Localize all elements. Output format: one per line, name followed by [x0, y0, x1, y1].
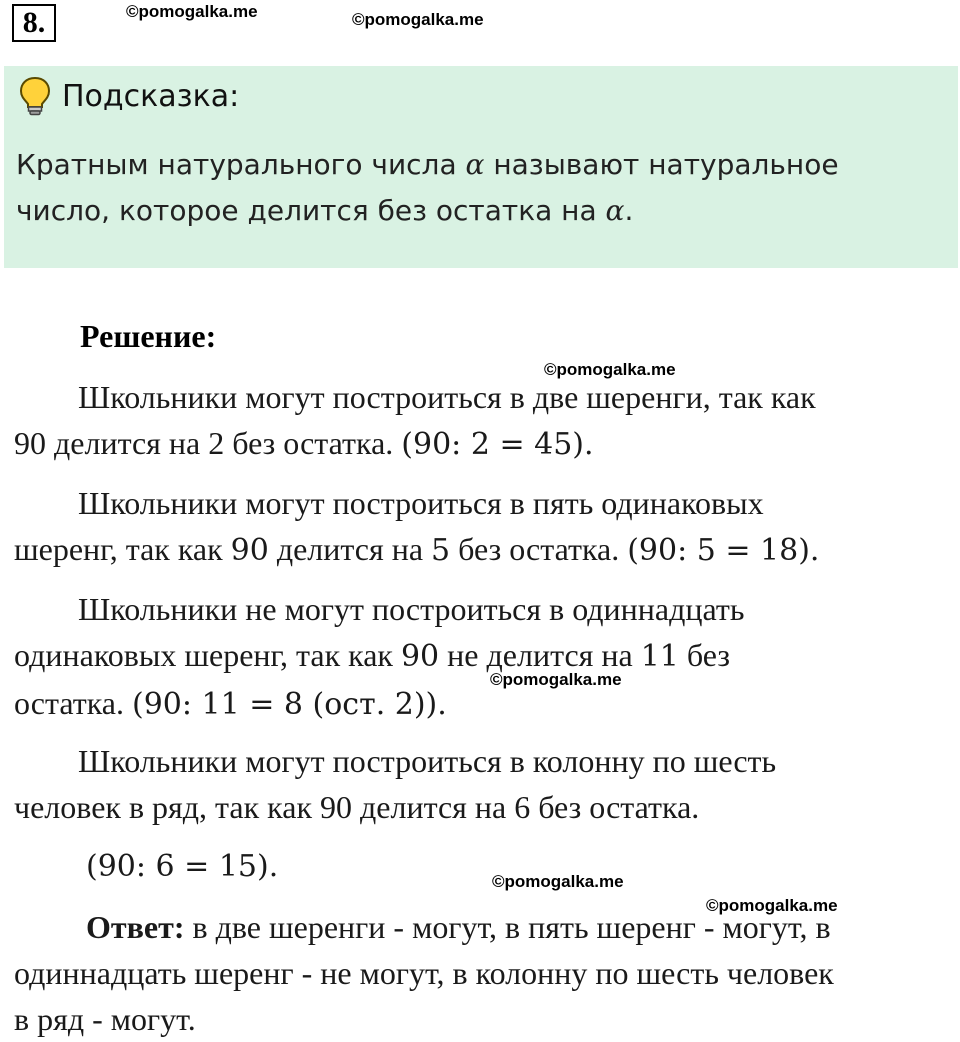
text-line: одиннадцать шеренг - не могут, в колонну по шесть человек: [14, 955, 834, 991]
text-segment: без: [678, 637, 730, 673]
hint-text-segment: .: [624, 194, 634, 227]
text-segment: делится на: [268, 531, 432, 567]
math-number: 90: [400, 639, 440, 674]
task-number: 8.: [12, 4, 56, 42]
solution-math-line: [86, 844, 486, 890]
text-line: Школьники могут построиться в колонну по шесть: [78, 743, 777, 779]
text-line: Школьники могут построиться в две шеренги, так как: [78, 379, 816, 415]
watermark: ©pomogalka.me: [490, 670, 622, 689]
math-number: 11: [640, 639, 679, 674]
hint-variable: α: [465, 148, 485, 181]
text-segment: шеренг, так как: [14, 531, 231, 567]
text-segment: 90 делится на 2 без остатка.: [14, 425, 402, 461]
answer-paragraph: [14, 904, 944, 1042]
text-line: Школьники могут построиться в пять одинаковых: [78, 485, 764, 521]
solution-paragraph: [14, 586, 944, 728]
hint-text-segment: число, которое делится без остатка на: [16, 194, 606, 227]
watermark: ©pomogalka.me: [706, 896, 838, 915]
watermark: ©pomogalka.me: [492, 872, 624, 891]
hint-text-segment: Кратным натурального числа: [16, 148, 466, 181]
text-line: Школьники не могут построиться в одиннадцать: [78, 591, 745, 627]
watermark: ©pomogalka.me: [126, 2, 258, 21]
math-expression: (90: 6 = 15).: [86, 849, 279, 884]
hint-title-text: Подсказка:: [62, 78, 240, 114]
math-expression: (90: 11 = 8 (ост. 2)).: [132, 687, 447, 722]
text-segment: без остатка.: [450, 531, 628, 567]
text-line: [14, 526, 944, 574]
text-segment: в две шеренги - могут, в пять шеренг - могут, в: [184, 909, 831, 945]
text-segment: остатка.: [14, 685, 132, 721]
text-line: [14, 420, 944, 468]
math-number: 90: [230, 533, 269, 568]
watermark: ©pomogalka.me: [544, 360, 676, 379]
math-expression: (90: 2 = 45).: [401, 427, 594, 462]
text-line: в ряд - могут.: [14, 1001, 196, 1037]
text-segment: одинаковых шеренг, так как: [14, 637, 401, 673]
hint-text-segment: называют натуральное: [484, 148, 839, 181]
text-line: человек в ряд, так как 90 делится на 6 без остатка.: [14, 789, 700, 825]
solution-paragraph: [14, 480, 944, 574]
text-line: [14, 632, 944, 680]
answer-label: Ответ:: [86, 909, 185, 945]
solution-paragraph: [14, 738, 944, 830]
solution-title: Решение:: [80, 318, 217, 354]
text-line: [14, 680, 944, 728]
hint-title: [18, 76, 239, 116]
watermark: ©pomogalka.me: [352, 10, 484, 29]
solution-paragraph: [14, 374, 944, 468]
math-number: 5: [431, 533, 451, 568]
text-line: [14, 904, 944, 950]
hint-text: [16, 142, 946, 234]
text-segment: не делится на: [439, 637, 641, 673]
math-expression: (90: 5 = 18).: [627, 533, 820, 568]
hint-variable: α: [605, 194, 625, 227]
lightbulb-icon: [18, 76, 52, 116]
